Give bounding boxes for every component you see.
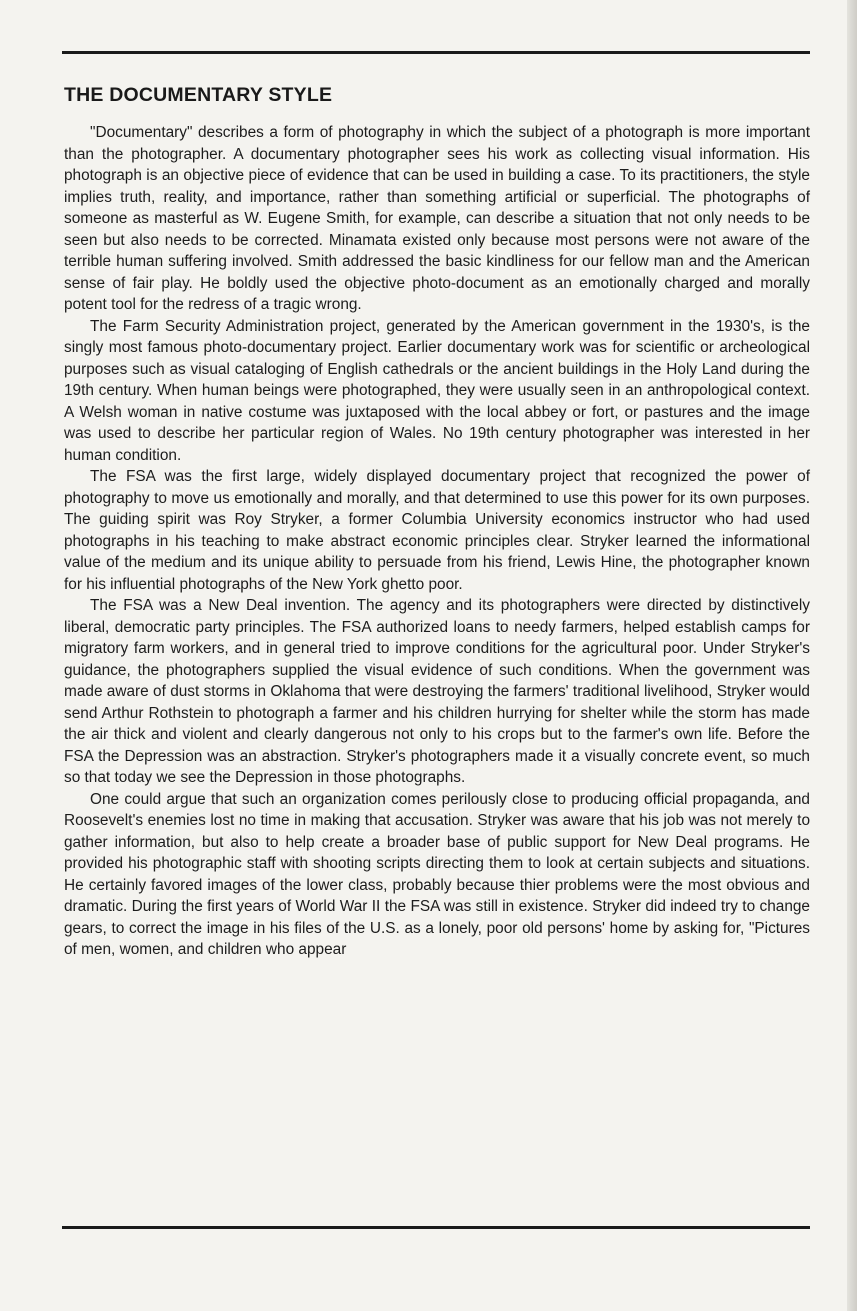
section-title: THE DOCUMENTARY STYLE — [64, 84, 333, 106]
top-rule — [62, 51, 810, 54]
paragraph-roy-stryker: The FSA was the first large, widely displayed documentary project that recognized the power of photography to move us emotionally and morally, and that determined to use this power for its own purposes. The guiding spirit was Roy Stryker, a former Columbia University economics instructor who had used photographs in his teaching to make abstract economic principles clear. Stryker learned the informational value of the medium and its unique ability to persuade from his friend, Lewis Hine, the photographer known for his influential photographs of the New York ghetto poor. — [64, 468, 810, 593]
paragraph-fsa-project: The Farm Security Administration project, generated by the American government in the 1930's, is the singly most famous photo-documentary project. Earlier documentary work was for scientific or archeological purposes such as visual cataloging of English cathedrals or the ancient buildings in the Holy Land during the 19th century. When human beings were photographed, they were usually seen in an anthropological context. A Welsh woman in native costume was juxtaposed with the local abbey or fort, or pastures and the image was used to describe her particular region of Wales. No 19th century photographer was interested in her human condition. — [64, 317, 810, 464]
paragraph-new-deal: The FSA was a New Deal invention. The agency and its photographers were directed by distinctively liberal, democratic party principles. The FSA authorized loans to needy farmers, helped establish camps for migratory farm workers, and in general tried to improve conditions for the agricultural poor. Under Stryker's guidance, the photographers supplied the visual evidence of such conditions. When the government was made aware of dust storms in Oklahoma that were destroying the farmers' traditional livelihood, Stryker would send Arthur Rothstein to photograph a farmer and his children hurrying for shelter while the storm has made the air thick and violent and clearly dangerous not only to his crops but to the farmer's own life. Before the FSA the Depression was an abstraction. Stryker's photographers made it a visually concrete event, so much so that today we see the Depression in those photographs. — [64, 597, 810, 786]
page-edge-shadow — [847, 0, 857, 1311]
bottom-rule — [62, 1226, 810, 1229]
body-text — [64, 122, 810, 961]
paragraph-documentary-definition: "Documentary" describes a form of photography in which the subject of a photograph is more important than the photographer. A documentary photographer sees his work as collecting visual information. His photograph is an objective piece of evidence that can be used in building a case. To its practitioners, the style implies truth, reality, and importance, rather than something artificial or superficial. The photographs of someone as masterful as W. Eugene Smith, for example, can describe a situation that not only needs to be seen but also needs to be corrected. Minamata existed only because most persons were not aware of the terrible human suffering involved. Smith addressed the basic kindliness for our fellow man and the American sense of fair play. He boldly used the objective photo-document as an emotionally charged and morally potent tool for the redress of a tragic wrong. — [64, 124, 810, 313]
paragraph-propaganda: One could argue that such an organization comes perilously close to producing official propaganda, and Roosevelt's enemies lost no time in making that accusation. Stryker was aware that his job was not merely to gather information, but also to help create a broader base of public support for New Deal programs. He provided his photographic staff with shooting scripts directing them to look at certain subjects and situations. He certainly favored images of the lower class, probably because thier problems were the most obvious and dramatic. During the first years of World War II the FSA was still in existence. Stryker did indeed try to change gears, to correct the image in his files of the U.S. as a lonely, poor old persons' home by asking for, "Pictures of men, women, and children who appear — [64, 790, 810, 958]
